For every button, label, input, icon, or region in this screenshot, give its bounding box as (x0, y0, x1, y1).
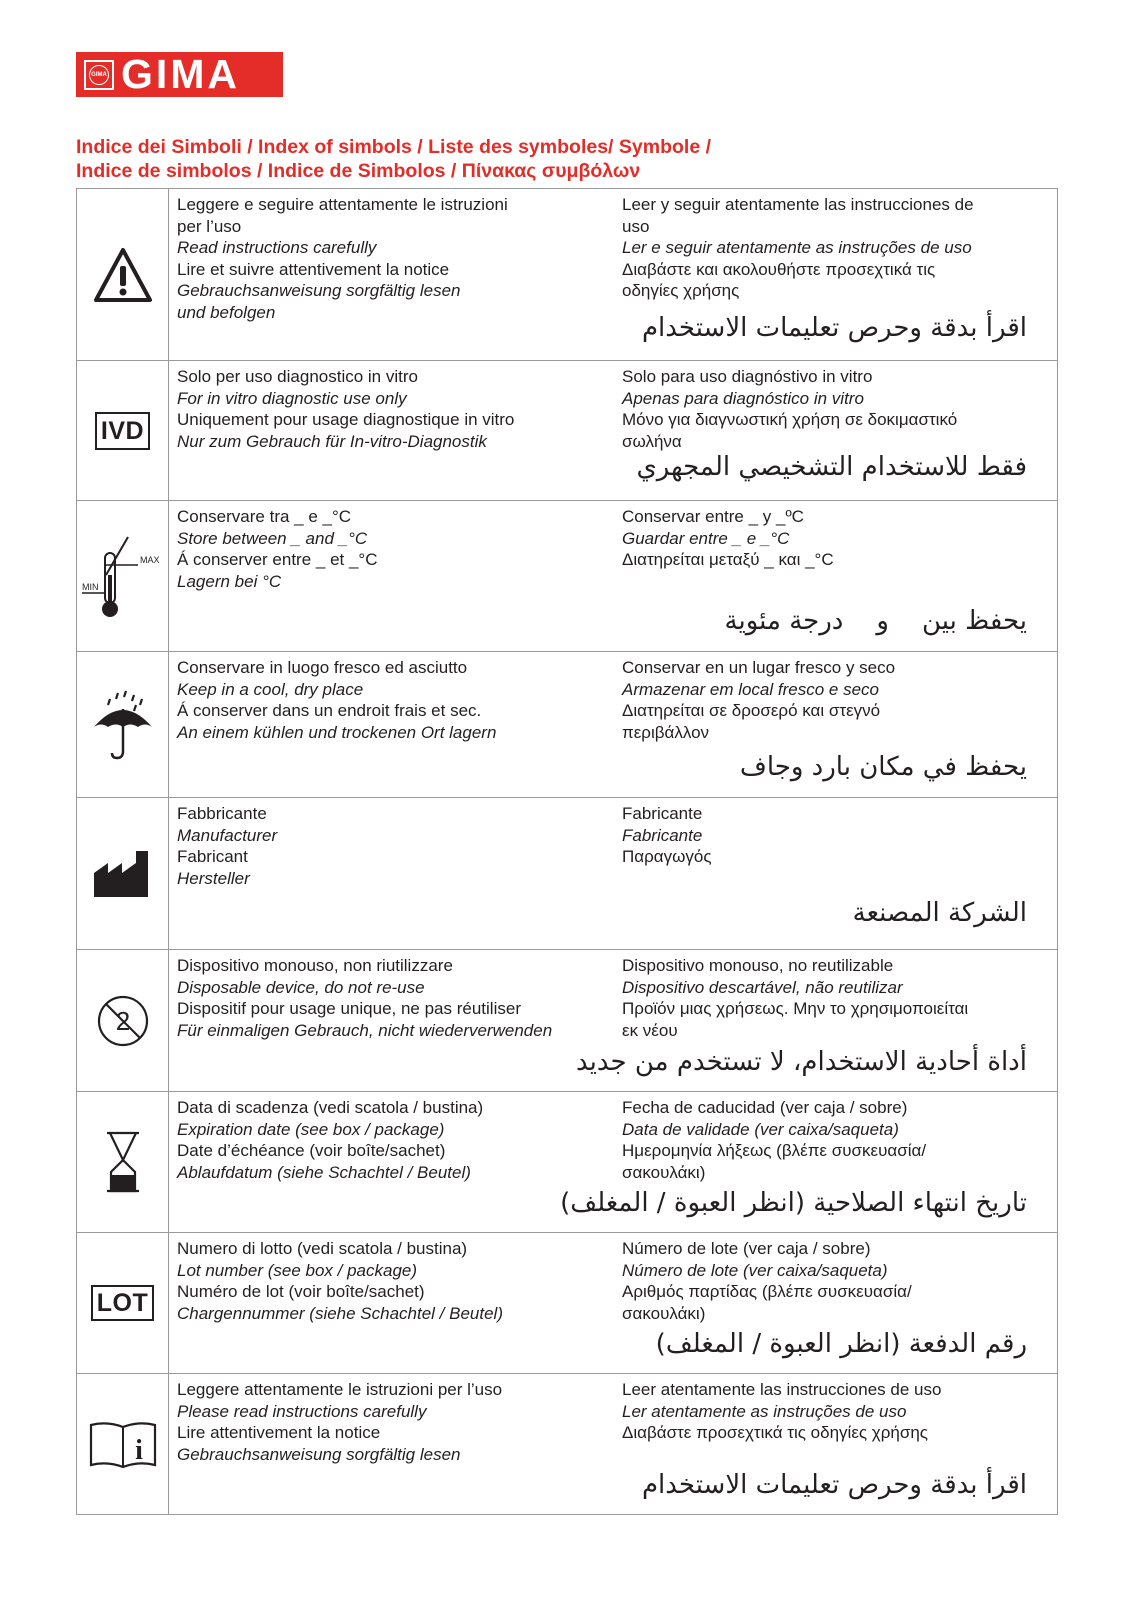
text-pt: Armazenar em local fresco e seco (622, 679, 879, 699)
text-fr: Á conserver dans un endroit frais et sec. (177, 701, 482, 721)
text-column-left (177, 657, 612, 743)
text-column-left (177, 1097, 612, 1183)
min-label: MIN (81, 582, 98, 592)
text-el: Αριθμός παρτίδας (βλέπε συσκευασία/ (622, 1282, 912, 1302)
text-it: Fabbricante (177, 804, 267, 823)
symbol-cell (77, 652, 169, 797)
text-en: Lot number (see box / package) (177, 1260, 418, 1280)
text-pt: Data de validade (ver caixa/saqueta) (622, 1119, 899, 1139)
text-column-right (622, 955, 1047, 1041)
text-column-right (622, 1379, 1047, 1444)
text-fr: Numéro de lot (voir boîte/sachet) (177, 1282, 425, 1302)
factory-icon (92, 851, 154, 897)
text-column-right (622, 657, 1047, 743)
text-es: Número de lote (ver caja / sobre) (622, 1239, 871, 1258)
text-pt: Guardar entre _ e _°C (622, 528, 790, 548)
text-column-left (177, 803, 612, 889)
text-es: Solo para uso diagnóstivo in vitro (622, 367, 873, 386)
text-fr: Date d’échéance (voir boîte/sachet) (177, 1141, 446, 1161)
text-de: Gebrauchsanweisung sorgfältig lesen (177, 281, 461, 301)
text-column-right (622, 366, 1047, 452)
text-de: Chargennummer (siehe Schachtel / Beutel) (177, 1303, 503, 1323)
symbol-row (77, 1233, 1057, 1374)
gima-logo-seal: GIMA (89, 65, 109, 85)
symbol-cell (77, 1374, 169, 1514)
text-it: Solo per uso diagnostico in vitro (177, 367, 418, 386)
text-de: Gebrauchsanweisung sorgfältig lesen (177, 1444, 461, 1464)
symbol-row (77, 652, 1057, 798)
page-title-line-1: Indice dei Simboli / Index of simbols / Liste des symboles/ Symbole / (76, 136, 711, 158)
text-en: For in vitro diagnostic use only (177, 388, 407, 408)
symbol-cell (77, 798, 169, 949)
text-el: Διατηρείται σε δροσερό και στεγνό (622, 701, 881, 721)
text-en: Store between _ and _°C (177, 528, 368, 548)
text-de: An einem kühlen und trockenen Ort lagern (177, 722, 497, 742)
text-column-left (177, 366, 612, 452)
gima-logo-mark (84, 60, 114, 90)
text-de: Ablaufdatum (siehe Schachtel / Beutel) (177, 1162, 471, 1182)
text-en: Disposable device, do not re-use (177, 977, 425, 997)
symbol-row (77, 361, 1057, 501)
do-not-reuse-icon (95, 993, 151, 1049)
text-el-cont: οδηγίες χρήσης (622, 281, 740, 301)
text-ar: اقرأ بدقة وحرص تعليمات الاستخدام (641, 313, 1027, 343)
text-es: Dispositivo monouso, no reutilizable (622, 956, 894, 975)
text-it-cont: per l’uso (177, 216, 242, 236)
umbrella-rain-icon (90, 687, 156, 763)
text-pt: Ler e seguir atentamente as instruções de uso (622, 238, 972, 258)
text-de: Nur zum Gebrauch für In-vitro-Diagnostik (177, 431, 487, 451)
text-el: Ημερομηνία λήξεως (βλέπε συσκευασία/ (622, 1141, 927, 1161)
text-it: Leggere e seguire attentamente le istruzioni (177, 195, 508, 214)
text-column-right (622, 1238, 1047, 1324)
symbol-cell (77, 501, 169, 651)
text-el-cont: σακουλάκι) (622, 1162, 706, 1182)
text-es: Leer y seguir atentamente las instrucciones de (622, 195, 974, 214)
text-el-cont: περιβάλλον (622, 722, 710, 742)
text-ar: فقط للاستخدام التشخيصي المجهري (636, 452, 1027, 482)
info-letter: i (134, 1435, 143, 1466)
symbol-row (77, 501, 1057, 652)
text-it: Conservare tra _ e _°C (177, 507, 352, 526)
text-el-cont: σακουλάκι) (622, 1303, 706, 1323)
text-el: Προϊόν μιας χρήσεως. Μην το χρησιμοποιείται (622, 999, 969, 1019)
consult-instructions-icon (87, 1419, 159, 1469)
text-es: Fecha de caducidad (ver caja / sobre) (622, 1098, 908, 1117)
text-el: Παραγωγός (622, 847, 712, 867)
text-el: Μόνο για διαγνωστική χρήση σε δοκιμαστικό (622, 410, 958, 430)
text-column-left (177, 1238, 612, 1324)
text-pt: Dispositivo descartável, não reutilizar (622, 977, 903, 997)
text-el-cont: εκ νέου (622, 1020, 678, 1040)
text-el-cont: σωλήνα (622, 431, 682, 451)
symbol-cell (77, 1092, 169, 1232)
text-column-right (622, 506, 1047, 571)
text-it: Leggere attentamente le istruzioni per l’uso (177, 1380, 503, 1399)
symbol-row (77, 1374, 1057, 1514)
text-column-right (622, 194, 1047, 302)
text-it: Conservare in luogo fresco ed asciutto (177, 658, 468, 677)
text-ar: اقرأ بدقة وحرص تعليمات الاستخدام (641, 1470, 1027, 1500)
text-fr: Lire attentivement la notice (177, 1423, 381, 1443)
page-title-line-2: Indice de simbolos / Indice de Simbolos / Πίνακας συμβόλων (76, 160, 641, 182)
ivd-icon: IVD (95, 412, 150, 450)
text-de: Hersteller (177, 868, 250, 888)
symbol-row (77, 189, 1057, 361)
symbol-row (77, 798, 1057, 950)
text-en: Please read instructions carefully (177, 1401, 427, 1421)
text-column-left (177, 955, 612, 1041)
text-pt: Ler atentamente as instruções de uso (622, 1401, 907, 1421)
text-ar: يحفظ بين و درجة مئوية (724, 606, 1027, 636)
text-fr: Uniquement pour usage diagnostique in vitro (177, 410, 515, 430)
text-es: Conservar en un lugar fresco y seco (622, 658, 896, 677)
text-ar: رقم الدفعة (انظر العبوة / المغلف) (655, 1329, 1027, 1359)
text-it: Data di scadenza (vedi scatola / bustina) (177, 1098, 484, 1117)
text-column-right (622, 803, 1047, 868)
text-fr: Lire et suivre attentivement la notice (177, 259, 450, 279)
text-de: Lagern bei °C (177, 571, 282, 591)
do-not-reuse-digit: 2 (115, 1005, 130, 1036)
text-es-cont: uso (622, 216, 650, 236)
text-it: Numero di lotto (vedi scatola / bustina) (177, 1239, 468, 1258)
text-column-left (177, 506, 612, 592)
text-el: Διαβάστε προσεχτικά τις οδηγίες χρήσης (622, 1423, 928, 1443)
text-en: Manufacturer (177, 825, 278, 845)
text-ar: الشركة المصنعة (852, 898, 1027, 928)
text-pt: Número de lote (ver caixa/saqueta) (622, 1260, 888, 1280)
text-el: Διατηρείται μεταξύ _ και _°C (622, 550, 834, 570)
text-es: Leer atentamente las instrucciones de uso (622, 1380, 942, 1399)
hourglass-icon (103, 1130, 143, 1194)
text-fr: Dispositif pour usage unique, ne pas réutiliser (177, 999, 521, 1019)
gima-logo (76, 52, 283, 97)
temperature-limit-icon (80, 531, 166, 621)
text-column-left (177, 1379, 612, 1465)
text-pt: Fabricante (622, 825, 703, 845)
text-el: Διαβάστε και ακολουθήστε προσεχτικά τις (622, 259, 936, 279)
text-en: Expiration date (see box / package) (177, 1119, 445, 1139)
text-pt: Apenas para diagnóstico in vitro (622, 388, 864, 408)
text-de: Für einmaligen Gebrauch, nicht wiederverwenden (177, 1020, 553, 1040)
text-ar: أداة أحادية الاستخدام، لا تستخدم من جديد (576, 1047, 1027, 1077)
text-fr: Fabricant (177, 847, 248, 867)
lot-icon: LOT (91, 1285, 155, 1321)
symbol-row (77, 1092, 1057, 1233)
warning-triangle-icon (92, 246, 154, 304)
symbols-table (76, 188, 1058, 1515)
symbol-cell (77, 361, 169, 500)
symbol-row (77, 950, 1057, 1092)
gima-logo-text: GIMA (121, 51, 241, 97)
text-it: Dispositivo monouso, non riutilizzare (177, 956, 453, 975)
text-ar: يحفظ في مكان بارد وجاف (739, 752, 1027, 782)
page-title (76, 135, 1076, 183)
text-es: Conservar entre _ y _ºC (622, 507, 804, 526)
text-es: Fabricante (622, 804, 703, 823)
text-en: Keep in a cool, dry place (177, 679, 364, 699)
symbol-cell (77, 950, 169, 1091)
text-en: Read instructions carefully (177, 238, 377, 258)
text-de-cont: und befolgen (177, 302, 276, 322)
max-label: MAX (139, 555, 160, 565)
text-column-right (622, 1097, 1047, 1183)
symbol-cell (77, 1233, 169, 1373)
text-ar: تاريخ انتهاء الصلاحية (انظر العبوة / المغلف) (560, 1188, 1027, 1218)
text-column-left (177, 194, 612, 324)
text-fr: Á conserver entre _ et _°C (177, 550, 378, 570)
symbol-cell (77, 189, 169, 360)
